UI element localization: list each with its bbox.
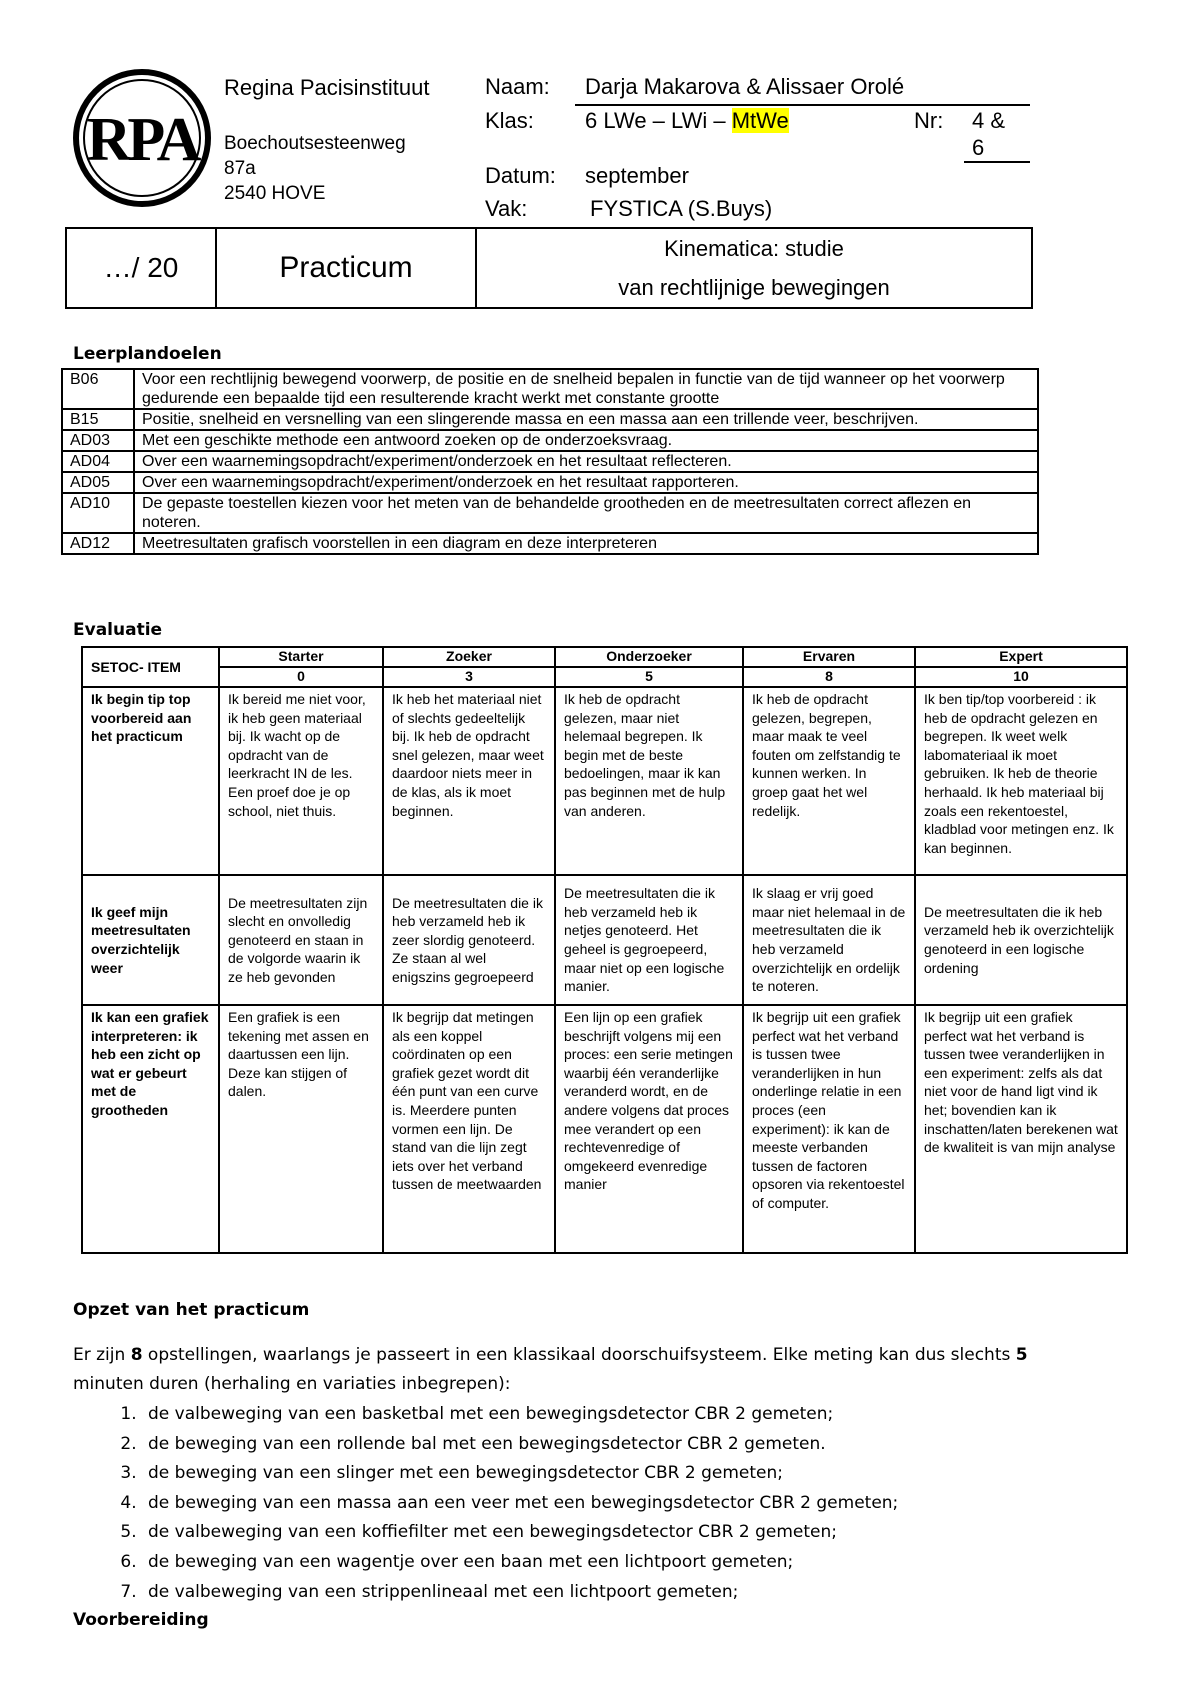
step-item: 1. de valbeweging van een basketbal met een bewegingsdetector CBR 2 gemeten;: [142, 1400, 898, 1430]
naam-value: Darja Makarova & Alissaer Orolé: [585, 74, 905, 99]
rubric-cell: Ik begrijp uit een grafiek perfect wat het verband is tussen twee veranderlijken in een experiment: zelfs als dat niet voor de hand ligt vind ik het; bovendien kan ik inschatten/laten berekenen wat de kwaliteit is van mijn analyse: [915, 1005, 1127, 1253]
rubric-row: [82, 875, 1127, 1005]
opzet-intro: Er zijn 8 opstellingen, waarlangs je passeert in een klassikaal doorschuifsysteem. Elke meting kan dus slechts 5 minuten duren (herhaling en variaties inbegrepen):: [73, 1345, 1028, 1394]
step-item: 2. de beweging van een rollende bal met een bewegingsdetector CBR 2 gemeten.: [142, 1430, 898, 1460]
level-score: 0: [219, 667, 383, 687]
objectives-heading: Leerplandoelen: [73, 344, 222, 364]
rubric-cell: Ik heb het materiaal niet of slechts gedeeltelijk bij. Ik heb de opdracht snel gelezen, maar weet daardoor niets meer in de klas, als ik moet beginnen.: [383, 687, 555, 875]
objective-row: [62, 430, 1038, 451]
step-item: 5. de valbeweging van een koffiefilter met een bewegingsdetector CBR 2 gemeten;: [142, 1518, 898, 1548]
rubric-cell: Ik ben tip/top voorbereid : ik heb de opdracht gelezen en begrepen. Ik weet welk labomateriaal ik moet gebruiken. Ik heb de theorie herhaald. Ik heb materiaal bij zoals een rekentoestel, kladblad voor metingen enz. Ik kan beginnen.: [915, 687, 1127, 875]
rubric-cell: Ik heb de opdracht gelezen, maar niet helemaal begrepen. Ik begin met de beste bedoelingen, maar ik kan pas beginnen met de hulp van anderen.: [555, 687, 743, 875]
objective-code: B15: [62, 409, 134, 430]
school-address: Boechoutsesteenweg 87a 2540 HOVE: [224, 133, 406, 204]
objective-row: [62, 451, 1038, 472]
nr-label: Nr:: [914, 108, 944, 133]
vak-label: Vak:: [485, 196, 528, 221]
step-item: 3. de beweging van een slinger met een bewegingsdetector CBR 2 gemeten;: [142, 1459, 898, 1489]
steps-list: [92, 1400, 898, 1607]
rubric-cell: Ik begrijp dat metingen als een koppel coördinaten op een grafiek gezet wordt dit één punt van een curve is. Meerdere punten vormen een lijn. De stand van die lijn zegt iets over het verband tussen de meetwaarden: [383, 1005, 555, 1253]
naam-label: Naam:: [485, 74, 550, 99]
title-box: [65, 227, 1033, 309]
rubric-cell: De meetresultaten zijn slecht en onvolledig genoteerd en staan in de volgorde waarin ik ze heb gevonden: [219, 875, 383, 1005]
klas-highlight: MtWe: [731, 108, 789, 133]
objective-row: [62, 409, 1038, 430]
klas-label: Klas:: [485, 108, 534, 133]
score-cell: …/ 20: [66, 228, 216, 308]
rubric-row: [82, 1005, 1127, 1253]
objective-row: [62, 369, 1038, 409]
step-item: 6. de beweging van een wagentje over een baan met een lichtpoort gemeten;: [142, 1548, 898, 1578]
level-score: 8: [743, 667, 915, 687]
objective-code: B06: [62, 369, 134, 409]
objective-code: AD03: [62, 430, 134, 451]
school-logo: [72, 68, 212, 208]
objective-code: AD05: [62, 472, 134, 493]
evaluation-rubric: [81, 646, 1128, 1254]
objective-text: Voor een rechtlijnig bewegend voorwerp, de positie en de snelheid bepalen in functie van de tijd wanneer op het voorwerp gedurende een bepaalde tijd een resulterende kracht werkt met constante grootte: [134, 369, 1038, 409]
divider: [964, 161, 1030, 163]
objective-text: Met een geschikte methode een antwoord zoeken op de onderzoeksvraag.: [134, 430, 1038, 451]
rubric-cell: De meetresultaten die ik heb verzameld heb ik overzichtelijk genoteerd in een logische ordening: [915, 875, 1127, 1005]
objective-row: [62, 533, 1038, 554]
evaluation-heading: Evaluatie: [73, 620, 163, 640]
rubric-cell: Ik bereid me niet voor, ik heb geen materiaal bij. Ik wacht op de opdracht van de leerkracht IN de les. Een proef doe je op school, niet thuis.: [219, 687, 383, 875]
practicum-cell: Practicum: [216, 228, 476, 308]
level-name: Zoeker: [383, 647, 555, 667]
step-item: 4. de beweging van een massa aan een veer met een bewegingsdetector CBR 2 gemeten;: [142, 1489, 898, 1519]
objective-code: AD12: [62, 533, 134, 554]
objective-text: Over een waarnemingsopdracht/experiment/onderzoek en het resultaat rapporteren.: [134, 472, 1038, 493]
rubric-item-header: SETOC- ITEM: [82, 647, 219, 687]
rubric-item: Ik kan een grafiek interpreteren: ik heb een zicht op wat er gebeurt met de grootheden: [82, 1005, 219, 1253]
divider: [575, 104, 1030, 106]
level-score: 3: [383, 667, 555, 687]
rubric-item: Ik geef mijn meetresultaten overzichtelijk weer: [82, 875, 219, 1005]
rubric-row: [82, 687, 1127, 875]
vak-value: FYSTICA (S.Buys): [590, 196, 773, 221]
level-name: Starter: [219, 647, 383, 667]
opzet-heading: Opzet van het practicum: [73, 1300, 310, 1320]
klas-value: 6 LWe – LWi – MtWe: [585, 108, 789, 133]
nr-value-2: 6: [972, 135, 985, 160]
rubric-cell: Ik slaag er vrij goed maar niet helemaal in de meetresultaten die ik heb verzameld overzichtelijk en ordelijk te noteren.: [743, 875, 915, 1005]
objective-text: Positie, snelheid en versnelling van een slingerende massa en een massa aan een trillende veer, beschrijven.: [134, 409, 1038, 430]
objective-code: AD04: [62, 451, 134, 472]
rubric-cell: De meetresultaten die ik heb verzameld heb ik zeer slordig genoteerd. Ze staan al wel enigszins gegroepeerd: [383, 875, 555, 1005]
rubric-cell: Ik heb de opdracht gelezen, begrepen, maar maak te veel fouten om zelfstandig te kunnen werken. In groep gaat het wel redelijk.: [743, 687, 915, 875]
level-score: 5: [555, 667, 743, 687]
objective-row: [62, 472, 1038, 493]
objective-code: AD10: [62, 493, 134, 533]
rubric-item: Ik begin tip top voorbereid aan het practicum: [82, 687, 219, 875]
objective-text: Meetresultaten grafisch voorstellen in een diagram en deze interpreteren: [134, 533, 1038, 554]
rubric-cell: Een grafiek is een tekening met assen en daartussen een lijn. Deze kan stijgen of dalen.: [219, 1005, 383, 1253]
objective-row: [62, 493, 1038, 533]
nr-value-1: 4 &: [972, 108, 1006, 133]
level-score: 10: [915, 667, 1127, 687]
step-item: 7. de valbeweging van een strippenlineaal met een lichtpoort gemeten;: [142, 1578, 898, 1608]
school-name: Regina Pacisinstituut: [224, 75, 430, 100]
rubric-cell: De meetresultaten die ik heb verzameld heb ik netjes genoteerd. Het geheel is gegroepeerd, maar niet op een logische manier.: [555, 875, 743, 1005]
level-name: Onderzoeker: [555, 647, 743, 667]
datum-label: Datum:: [485, 163, 556, 188]
objective-text: De gepaste toestellen kiezen voor het meten van de behandelde grootheden en de meetresultaten correct aflezen en noteren.: [134, 493, 1038, 533]
topic-cell: Kinematica: studie van rechtlijnige bewegingen: [476, 228, 1032, 308]
datum-value: september: [585, 163, 689, 188]
level-name: Ervaren: [743, 647, 915, 667]
rubric-cell: Ik begrijp uit een grafiek perfect wat het verband is tussen twee veranderlijken in hun onderlinge relatie in een proces (een experiment): ik kan de meeste verbanden tussen de factoren opsoren via rekentoestel of computer.: [743, 1005, 915, 1253]
logo-text: RPA: [86, 106, 198, 174]
objective-text: Over een waarnemingsopdracht/experiment/onderzoek en het resultaat reflecteren.: [134, 451, 1038, 472]
voorbereiding-heading: Voorbereiding: [73, 1610, 209, 1630]
rubric-cell: Een lijn op een grafiek beschrijft volgens mij een proces: een serie metingen waarbij één veranderlijke veranderd wordt, en de andere volgens dat proces mee verandert op een rechtevenredige of omgekeerd evenredige manier: [555, 1005, 743, 1253]
level-name: Expert: [915, 647, 1127, 667]
objectives-table: [61, 368, 1039, 555]
